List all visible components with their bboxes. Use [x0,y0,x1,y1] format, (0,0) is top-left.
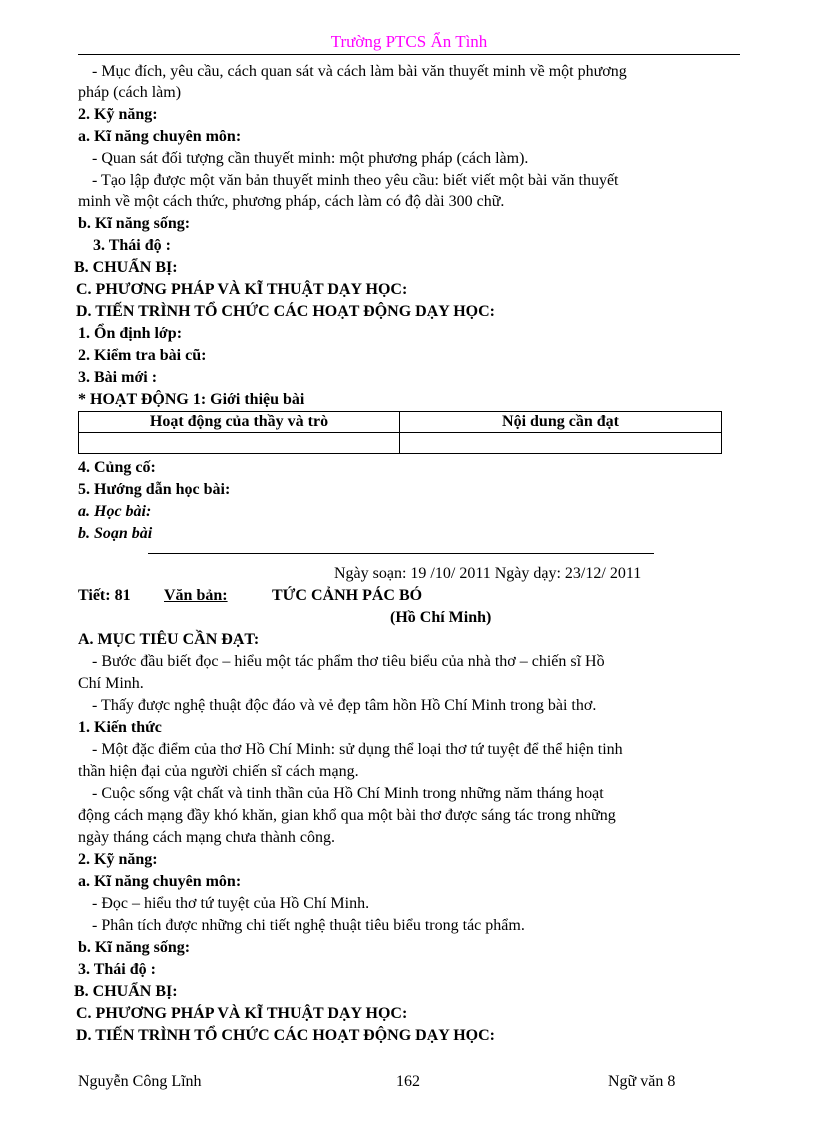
text-line: động cách mạng đầy khó khăn, gian khổ qua một bài thơ được sáng tác trong những [78,807,616,824]
text-line: Chí Minh. [78,675,144,692]
heading-skill-b: b. Kĩ năng sống: [78,215,191,232]
heading-skill-b: b. Kĩ năng sống: [78,939,191,956]
heading-skill-a: a. Kĩ năng chuyên môn: [78,873,242,890]
table-cell [79,433,400,454]
section-d: D. TIẾN TRÌNH TỔ CHỨC CÁC HOẠT ĐỘNG DẠY HỌC: [76,1027,496,1044]
lesson-author: (Hồ Chí Minh) [390,609,492,626]
text-line: thần hiện đại của người chiến sĩ cách mạng. [78,763,359,780]
step-2: 2. Kiểm tra bài cũ: [78,347,207,364]
section-b: B. CHUẨN BỊ: [74,259,178,276]
heading-knowledge: 1. Kiến thức [78,719,162,736]
step-5a: a. Học bài: [78,503,152,520]
step-1: 1. Ổn định lớp: [78,325,183,342]
text-line: - Bước đầu biết đọc – hiểu một tác phẩm thơ tiêu biểu của nhà thơ – chiến sĩ Hồ [92,653,605,670]
step-5b: b. Soạn bài [78,525,153,542]
text-line: - Tạo lập được một văn bản thuyết minh theo yêu cầu: biết viết một bài văn thuyết [92,172,619,189]
step-4: 4. Củng cố: [78,459,156,476]
footer-subject: Ngữ văn 8 [608,1073,676,1090]
text-line: - Một đặc điểm của thơ Hồ Chí Minh: sử dụng thể loại thơ tứ tuyệt để thể hiện tinh [92,741,623,758]
step-3: 3. Bài mới : [78,369,158,386]
text-line: - Quan sát đối tượng cần thuyết minh: một phương pháp (cách làm). [92,150,529,167]
heading-attitude: 3. Thái độ : [93,237,171,254]
table-header-teacher: Hoạt động của thầy và trò [79,412,400,433]
lesson-title: TỨC CẢNH PÁC BÓ [272,587,423,604]
footer-author: Nguyễn Công Lĩnh [78,1073,202,1090]
section-a: A. MỤC TIÊU CẦN ĐẠT: [78,631,260,648]
section-c: C. PHƯƠNG PHÁP VÀ KĨ THUẬT DẠY HỌC: [76,281,408,298]
text-line: pháp (cách làm) [78,84,182,101]
heading-skills: 2. Kỹ năng: [78,851,158,868]
heading-skill-a: a. Kĩ năng chuyên môn: [78,128,242,145]
text-line: - Mục đích, yêu cầu, cách quan sát và cách làm bài văn thuyết minh về một phương [92,63,627,80]
page-header: Trường PTCS Ẩn Tình [78,32,740,55]
activity-heading: * HOẠT ĐỘNG 1: Giới thiệu bài [78,391,305,408]
lesson-number: Tiết: 81 [78,587,131,604]
heading-attitude: 3. Thái độ : [78,961,156,978]
text-line: - Cuộc sống vật chất và tinh thần của Hồ Chí Minh trong những năm tháng hoạt [92,785,604,802]
text-line: - Phân tích được những chi tiết nghệ thuật tiêu biểu trong tác phẩm. [92,917,525,934]
section-divider [148,553,654,554]
section-c: C. PHƯƠNG PHÁP VÀ KĨ THUẬT DẠY HỌC: [76,1005,408,1022]
text-line: - Đọc – hiểu thơ tứ tuyệt của Hồ Chí Minh. [92,895,370,912]
section-d: D. TIẾN TRÌNH TỔ CHỨC CÁC HOẠT ĐỘNG DẠY HỌC: [76,303,496,320]
section-b: B. CHUẨN BỊ: [74,983,178,1000]
footer-page-number: 162 [396,1073,420,1090]
text-line: - Thấy được nghệ thuật độc đáo và vẻ đẹp tâm hồn Hồ Chí Minh trong bài thơ. [92,697,597,714]
text-line: minh về một cách thức, phương pháp, cách làm có độ dài 300 chữ. [78,193,505,210]
text-line: ngày tháng cách mạng chưa thành công. [78,829,336,846]
lesson-dates: Ngày soạn: 19 /10/ 2011 Ngày dạy: 23/12/ 2011 [334,565,642,582]
activity-table [78,411,722,454]
heading-skills: 2. Kỹ năng: [78,106,158,123]
table-header-content: Nội dung cần đạt [400,412,722,433]
step-5: 5. Hướng dẫn học bài: [78,481,231,498]
table-cell [400,433,722,454]
text-label: Văn bản: [164,587,228,604]
